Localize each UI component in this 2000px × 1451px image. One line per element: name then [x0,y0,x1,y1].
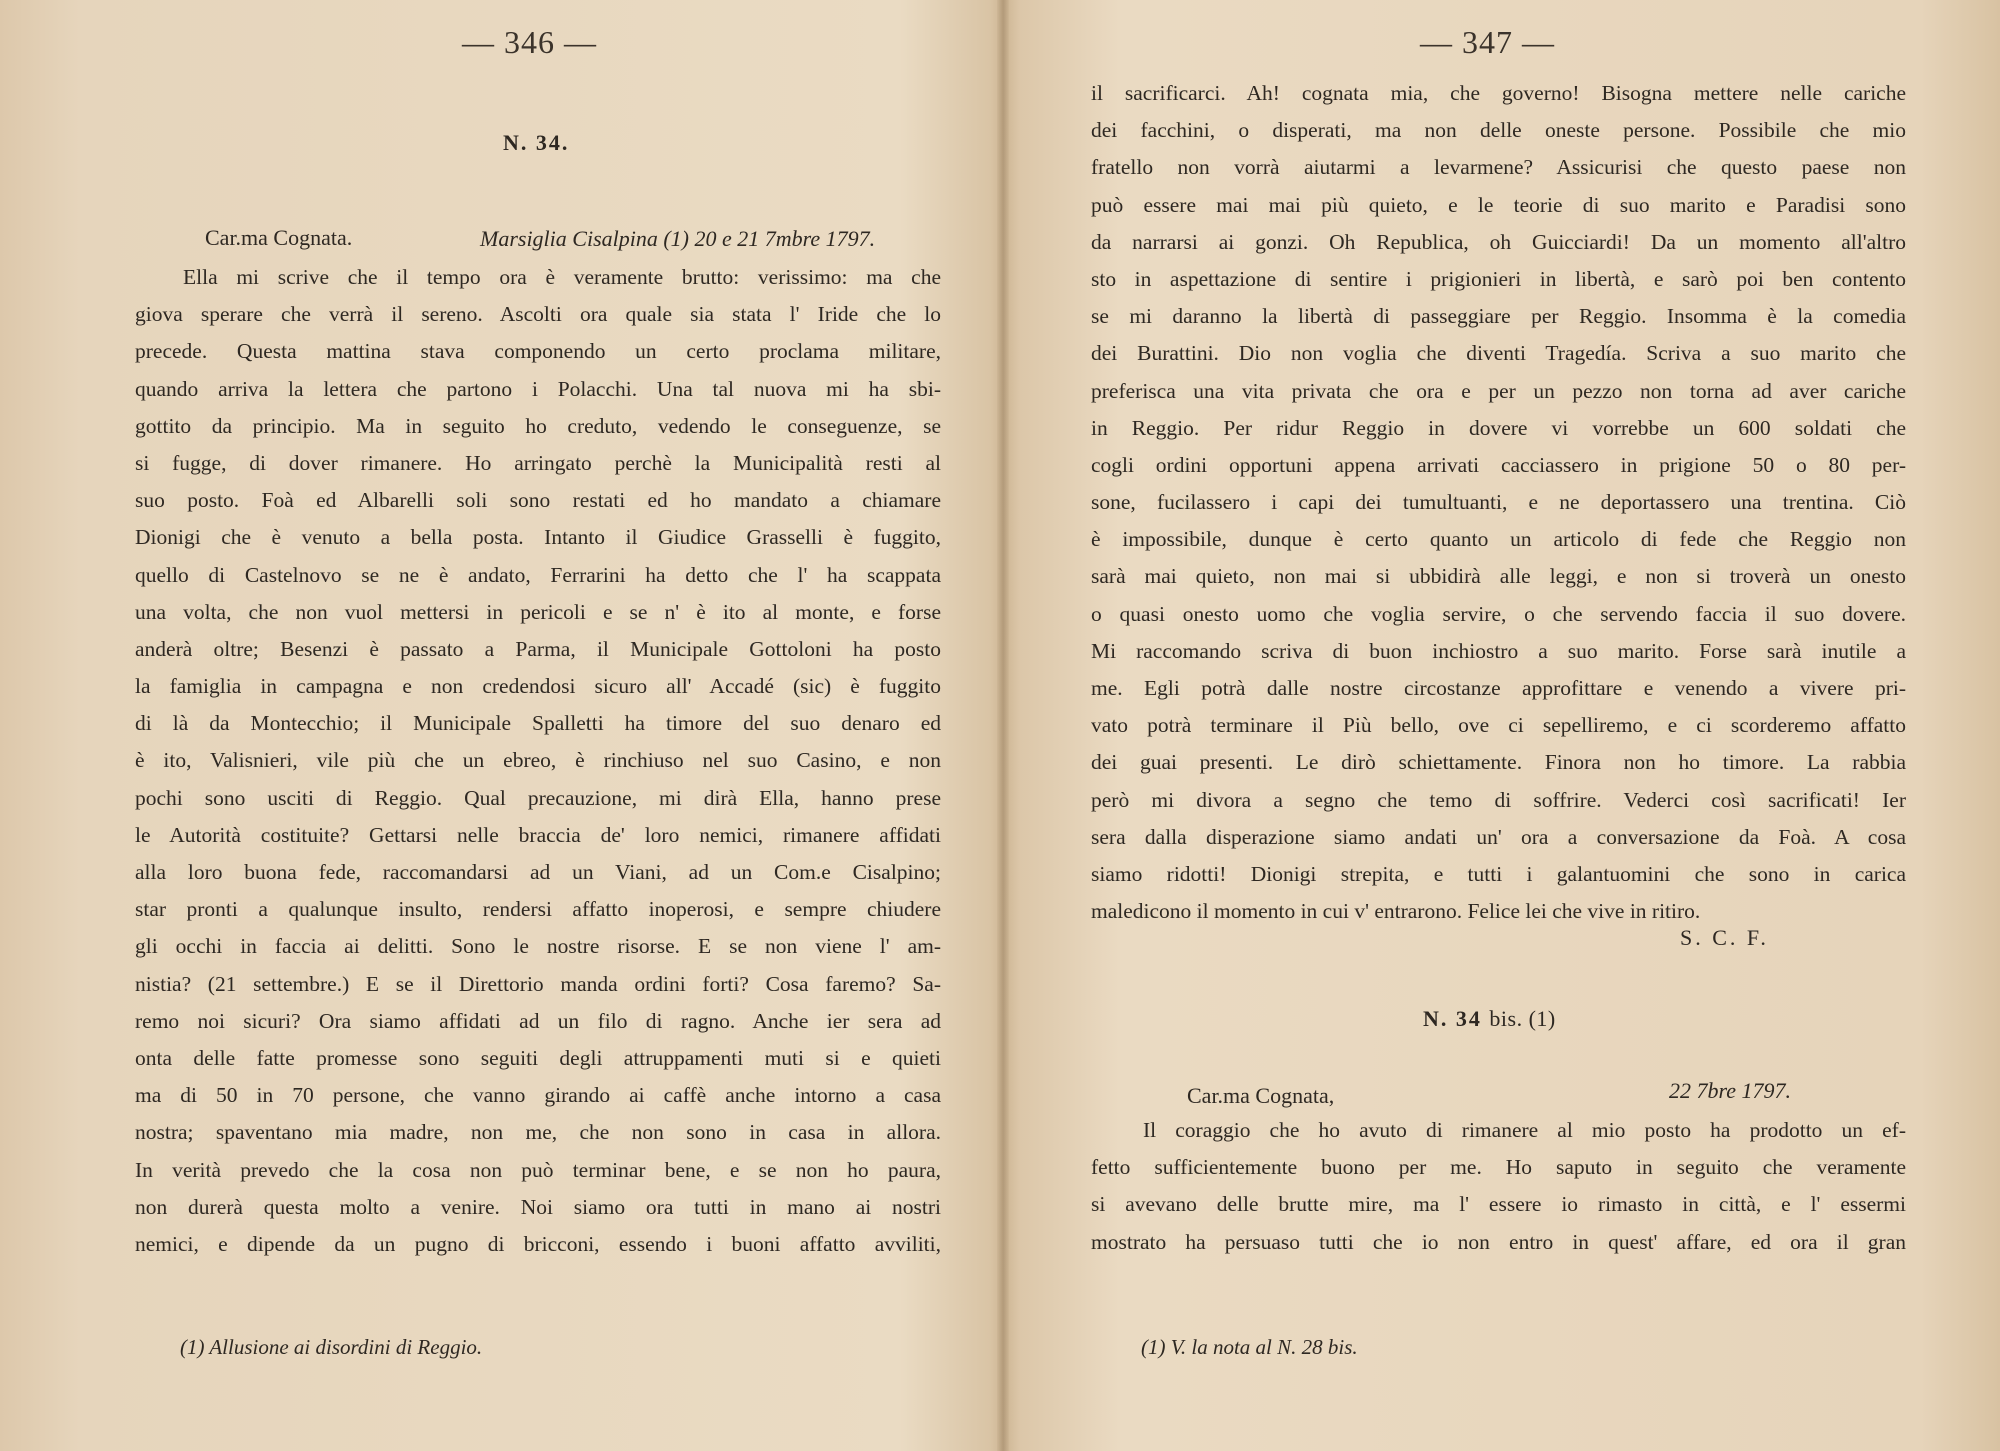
text-line: giova sperare che verrà il sereno. Ascolti ora quale sia stata l' Iride che lo [135,302,941,327]
text-line: fetto sufficientemente buono per me. Ho saputo in seguito che veramente [1091,1155,1906,1180]
text-line: Ella mi scrive che il tempo ora è veramente brutto: verissimo: ma che [183,265,941,289]
text-line: Mi raccomando scriva di buon inchiostro a suo marito. Forse sarà inutile a [1091,638,1906,663]
text-line: sarà mai quieto, non mai si ubbidirà alle leggi, e non si troverà un onesto [1091,564,1906,589]
letter-heading-bis: bis. (1) [1489,1006,1556,1031]
text-line: pochi sono usciti di Reggio. Qual precauzione, mi dirà Ella, hanno prese [135,785,941,810]
text-line: non durerà questa molto a venire. Noi siamo ora tutti in mano ai nostri [135,1194,941,1219]
text-line: remo noi sicuri? Ora siamo affidati ad un filo di ragno. Anche ier sera ad [135,1008,941,1033]
text-line: una volta, che non vuol mettersi in pericoli e se n' è ito al monte, e forse [135,599,941,624]
page-number: — 346 — [462,24,597,60]
text-line: si fugge, di dover rimanere. Ho arringato perchè la Municipalità resti al [135,450,941,475]
text-line: nostra; spaventano mia madre, non me, che non sono in casa in allora. [135,1120,941,1145]
text-line: è ito, Valisnieri, vile più che un ebreo, è rinchiuso nel suo Casino, e non [135,748,941,773]
text-line: onta delle fatte promesse sono seguiti degli attruppamenti muti si e quieti [135,1045,941,1070]
text-line: vato potrà terminare il Più bello, ove ci sepelliremo, e ci scorderemo affatto [1091,713,1906,738]
text-line: preferisca una vita privata che ora e per un pezzo non torna ad aver cariche [1091,378,1906,403]
text-line: è impossibile, dunque è certo quanto un articolo di fede che Reggio non [1091,527,1906,552]
text-line: o quasi onesto uomo che voglia servire, o che servendo faccia il suo dovere. [1091,601,1906,626]
text-line: maledicono il momento in cui v' entrarono. Felice lei che vive in ritiro. [1091,899,1701,924]
left-page [0,0,997,1451]
letter-body-2 [1091,1112,1906,1261]
letter-heading: N. 34. [503,130,570,155]
text-line: anderà oltre; Besenzi è passato a Parma, il Municipale Gottoloni ha posto [135,636,941,661]
letter-date: Marsiglia Cisalpina (1) 20 e 21 7mbre 1797. [480,226,876,251]
text-line: sera dalla disperazione siamo andati un' ora a conversazione da Foà. A cosa [1091,824,1906,849]
text-line: dei guai presenti. Le dirò schiettamente. Finora non ho timore. La rabbia [1091,750,1906,775]
letter-body [135,259,941,1263]
text-line: la famiglia in campagna e non credendosi sicuro all' Accadé (sic) è fuggito [135,674,941,699]
salutation: Car.ma Cognata. [205,225,353,250]
text-line: ma di 50 in 70 persone, che vanno girando ai caffè anche intorno a casa [135,1083,941,1108]
text-line: le Autorità costituite? Gettarsi nelle braccia de' loro nemici, rimanere affidati [135,822,941,847]
text-line: Il coraggio che ho avuto di rimanere al mio posto ha prodotto un ef- [1143,1118,1906,1142]
text-line: siamo ridotti! Dionigi strepita, e tutti i galantuomini che sono in carica [1091,861,1906,886]
book-gutter [997,0,1009,1451]
page-number: — 347 — [1420,24,1555,60]
text-line: sone, fucilassero i capi dei tumultuanti, e ne deportassero una trentina. Ciò [1091,490,1906,515]
text-line: il sacrificarci. Ah! cognata mia, che governo! Bisogna mettere nelle cariche [1091,81,1906,105]
letter-date: 22 7bre 1797. [1669,1078,1792,1103]
signature: S. C. F. [1680,925,1769,950]
text-line: me. Egli potrà dalle nostre circostanze approfittare e venendo a vivere pri- [1091,676,1906,700]
text-line: nemici, e dipende da un pugno di bricconi, essendo i buoni affatto avviliti, [135,1231,941,1256]
salutation: Car.ma Cognata, [1187,1083,1335,1108]
text-line: da narrarsi ai gonzi. Oh Republica, oh Guicciardi! Da un momento all'altro [1091,229,1906,254]
footnote: (1) Allusione ai disordini di Reggio. [180,1335,483,1359]
text-line: star pronti a qualunque insulto, rendersi affatto inoperosi, e sempre chiudere [135,897,941,922]
text-line: se mi daranno la libertà di passeggiare per Reggio. Insomma è la comedia [1091,304,1906,329]
text-line: quello di Castelnovo se ne è andato, Ferrarini ha detto che l' ha scappata [135,562,941,587]
text-line: alla loro buona fede, raccomandarsi ad un Viani, ad un Com.e Cisalpino; [135,860,941,884]
text-line: quando arriva la lettera che partono i Polacchi. Una tal nuova mi ha sbi- [135,376,941,401]
letter-body [1091,75,1906,930]
text-line: dei Burattini. Dio non voglia che diventi Tragedía. Scriva a suo marito che [1091,341,1906,366]
right-page [1009,0,2000,1451]
text-line: dei facchini, o disperati, ma non delle oneste persone. Possibile che mio [1091,118,1906,143]
text-line: In verità prevedo che la cosa non può terminar bene, e se non ho paura, [135,1157,941,1182]
text-line: cogli ordini opportuni appena arrivati cacciassero in prigione 50 o 80 per- [1091,452,1906,477]
text-line: precede. Questa mattina stava componendo un certo proclama militare, [135,339,941,364]
text-line: gottito da principio. Ma in seguito ho creduto, vedendo le conseguenze, se [135,413,941,438]
text-line: può essere mai mai più quieto, e le teorie di suo marito e Paradisi sono [1091,192,1906,217]
text-line: gli occhi in faccia ai delitti. Sono le nostre risorse. E se non viene l' am- [135,934,941,959]
text-line: in Reggio. Per ridur Reggio in dovere vi vorrebbe un 600 soldati che [1091,415,1906,440]
text-line: di là da Montecchio; il Municipale Spalletti ha timore del suo denaro ed [135,711,941,736]
text-line: nistia? (21 settembre.) E se il Direttorio manda ordini forti? Cosa faremo? Sa- [135,971,941,996]
text-line: però mi divora a segno che temo di soffrire. Vederci così sacrificati! Ier [1091,787,1906,812]
text-line: si avevano delle brutte mire, ma l' essere io rimasto in città, e l' essermi [1091,1192,1906,1217]
letter-heading [1423,1006,1556,1032]
text-line: sto in aspettazione di sentire i prigionieri in libertà, e sarò poi ben contento [1091,266,1906,291]
footnote: (1) V. la nota al N. 28 bis. [1141,1335,1358,1359]
text-line: suo posto. Foà ed Albarelli soli sono restati ed ho mandato a chiamare [135,488,941,513]
text-line: mostrato ha persuaso tutti che io non entro in quest' affare, ed ora il gran [1091,1229,1906,1254]
text-line: Dionigi che è venuto a bella posta. Intanto il Giudice Grasselli è fuggito, [135,525,941,550]
letter-heading-number: N. 34 [1423,1006,1482,1031]
text-line: fratello non vorrà aiutarmi a levarmene? Assicurisi che questo paese non [1091,155,1906,180]
